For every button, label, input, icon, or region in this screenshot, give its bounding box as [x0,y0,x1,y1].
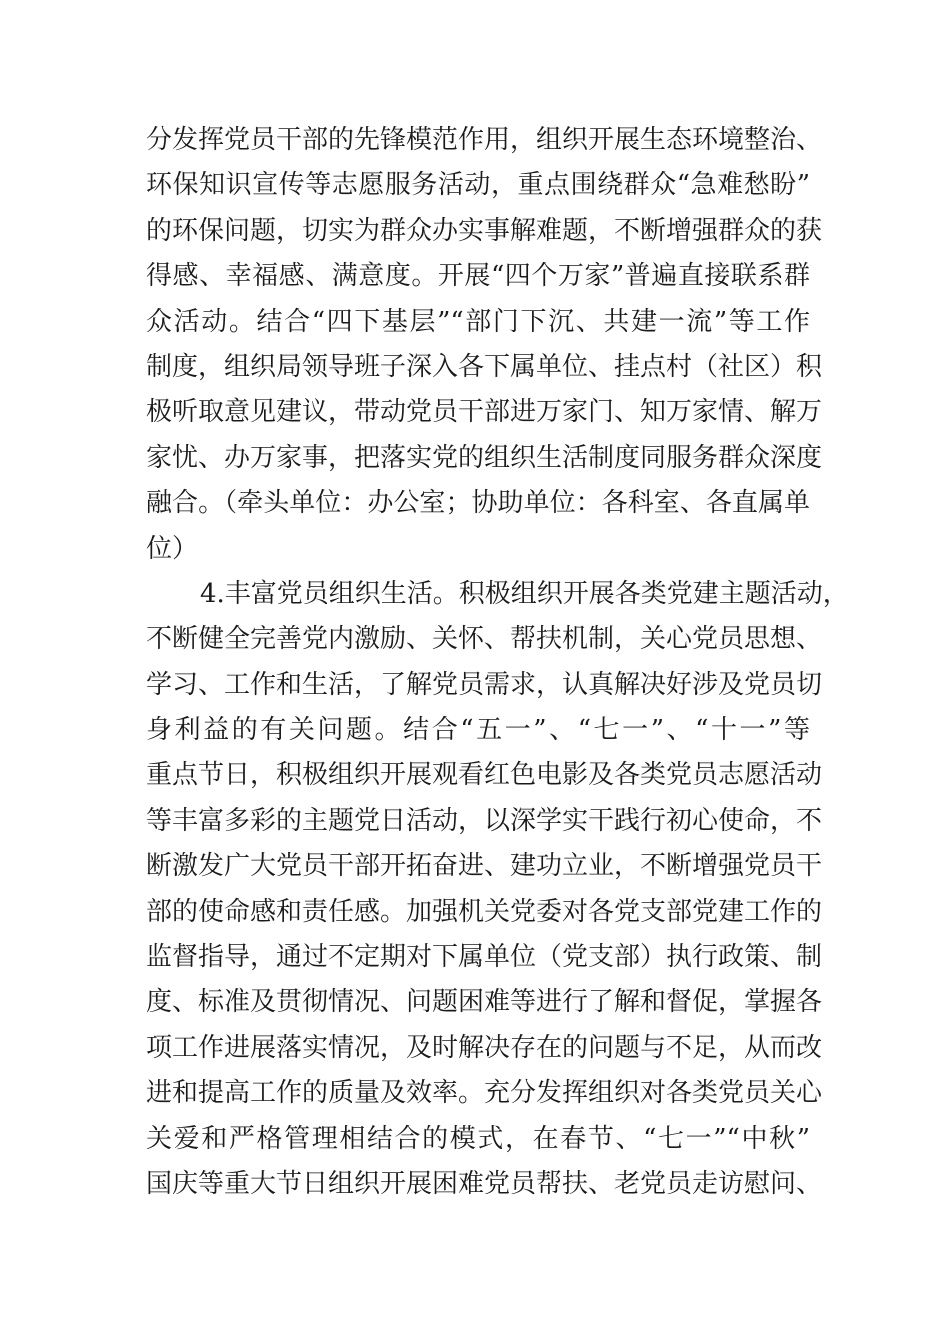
text-line: 位） [146,533,199,564]
text-line: 众活动。结合“四下基层”“部门下沉、共建一流”等工作 [146,306,810,337]
text-line: 学习、工作和生活，了解党员需求，认真解决好涉及党员切 [146,669,823,700]
text-line: 项工作进展落实情况，及时解决存在的问题与不足，从而改 [146,1032,823,1063]
text-line: 极听取意见建议，带动党员干部进万家门、知万家情、解万 [146,397,823,428]
text-line: 进和提高工作的质量及效率。充分发挥组织对各类党员关心 [146,1078,823,1109]
text-line: 分发挥党员干部的先锋模范作用，组织开展生态环境整治、 [146,125,823,155]
text-line: 监督指导，通过不定期对下属单位（党支部）执行政策、制 [146,942,823,973]
text-line: 部的使命感和责任感。加强机关党委对各党支部党建工作的 [146,896,823,927]
paragraph-party-service [146,118,823,572]
paragraph-organization-life [146,572,849,1207]
text-line: 家忧、办万家事，把落实党的组织生活制度同服务群众深度 [146,442,823,473]
text-line: 融合。（牵头单位：办公室；协助单位：各科室、各直属单 [146,488,810,519]
text-line: 制度，组织局领导班子深入各下属单位、挂点村（社区）积 [146,351,823,382]
text-line: 重点节日，积极组织开展观看红色电影及各类党员志愿活动 [146,760,823,791]
text-line: 断激发广大党员干部开拓奋进、建功立业，不断增强党员干 [146,851,823,882]
text-line: 国庆等重大节日组织开展困难党员帮扶、老党员走访慰问、 [146,1168,823,1199]
text-line: 等丰富多彩的主题党日活动，以深学实干践行初心使命，不 [146,805,823,836]
text-line: 身利益的有关问题。结合“五一”、“七一”、“十一”等 [146,715,810,746]
text-line-heading: 4.丰富党员组织生活。积极组织开展各类党建主题活动， [200,578,849,609]
text-line: 环保知识宣传等志愿服务活动，重点围绕群众“急难愁盼” [146,170,810,201]
document-body [146,118,849,1207]
text-line: 不断健全完善党内激励、关怀、帮扶机制，关心党员思想、 [146,624,823,655]
text-line: 度、标准及贯彻情况、问题困难等进行了解和督促，掌握各 [146,987,823,1018]
text-line: 得感、幸福感、满意度。开展“四个万家”普遍直接联系群 [146,261,810,292]
text-line: 的环保问题，切实为群众办实事解难题，不断增强群众的获 [146,215,823,246]
text-line: 关爱和严格管理相结合的模式，在春节、“七一”“中秋” [146,1123,810,1154]
